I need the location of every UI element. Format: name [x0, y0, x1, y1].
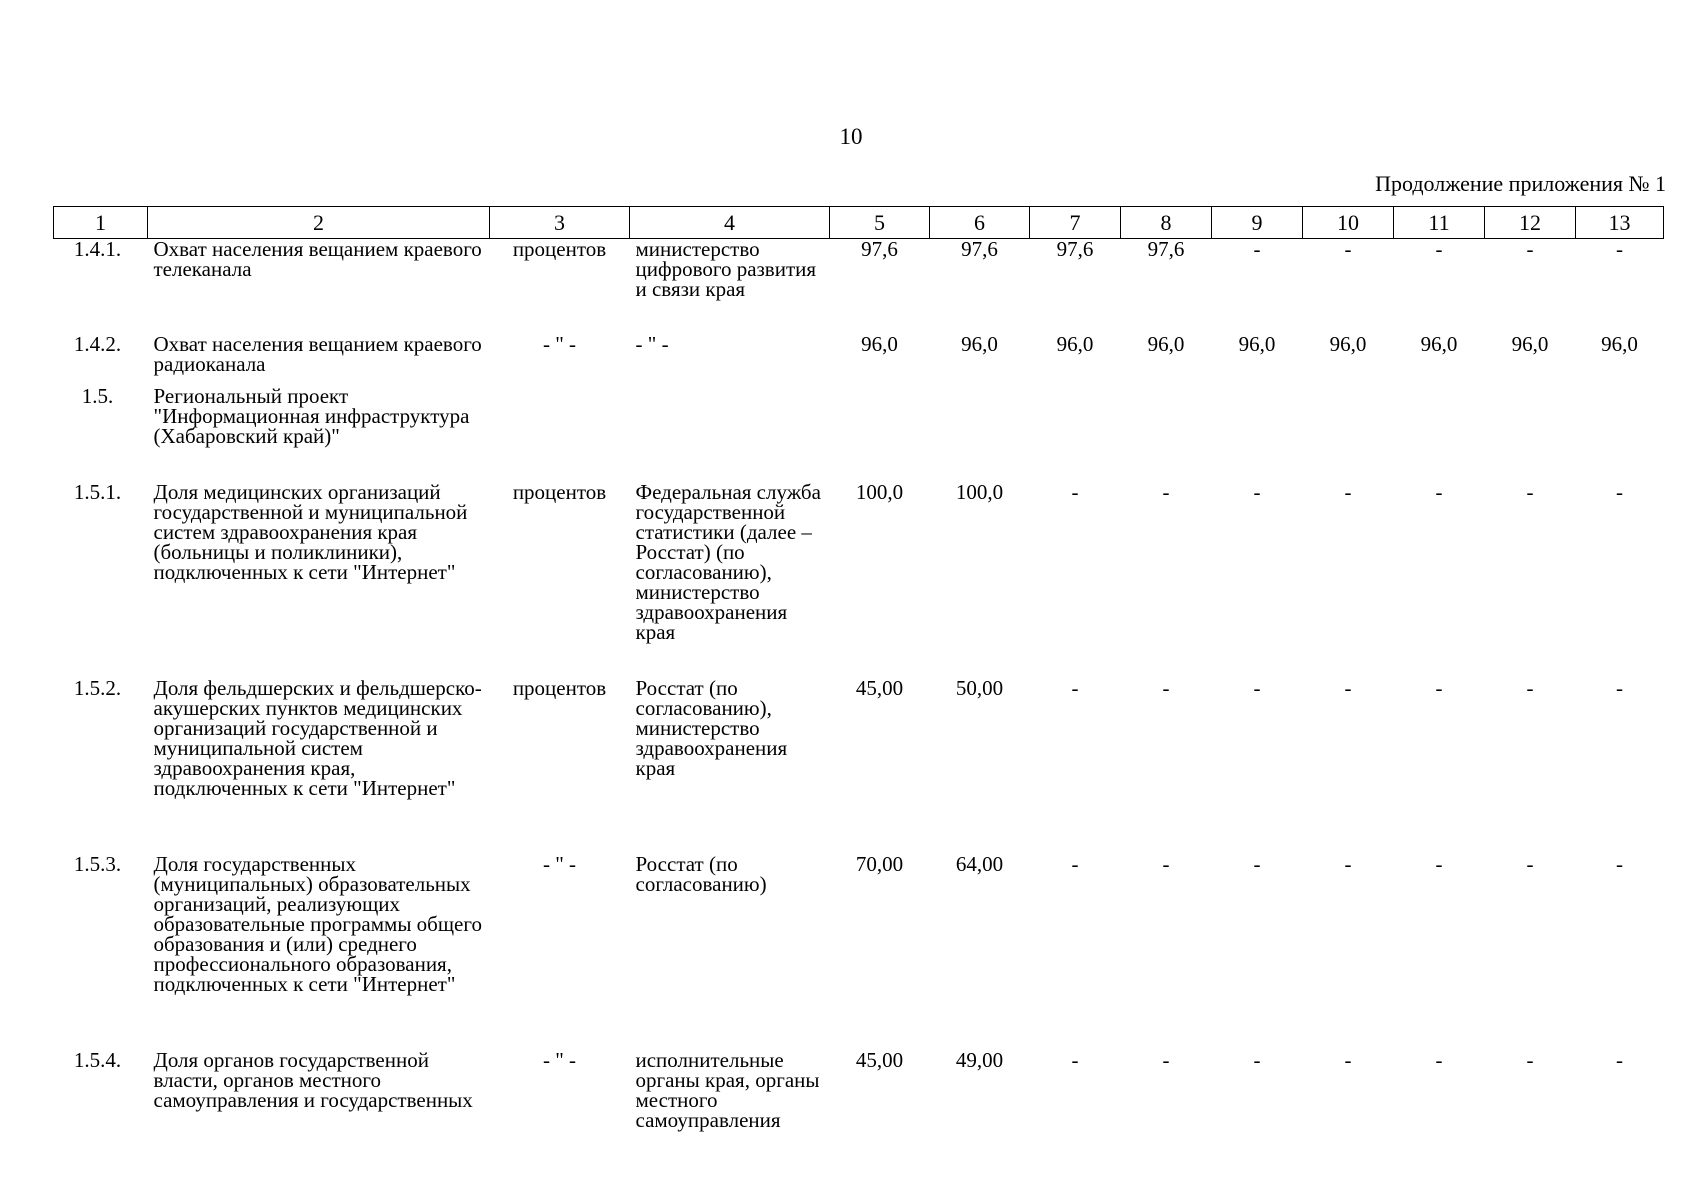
data-source: министерство цифрового развития и связи края	[635, 237, 817, 301]
indicator-value: -	[1253, 479, 1261, 504]
indicator-value: 96,0	[1420, 331, 1458, 356]
indicator-value: 96,0	[1238, 331, 1276, 356]
indicator-value: -	[1616, 237, 1623, 261]
table-header	[54, 207, 1664, 239]
indicator-value: -	[1616, 851, 1623, 876]
unit-of-measure: - " -	[542, 851, 577, 876]
indicators-table	[53, 206, 1664, 1140]
row-number: 1.5.	[81, 383, 114, 408]
indicator-value: -	[1071, 851, 1079, 876]
row-number: 1.5.2.	[73, 675, 122, 700]
indicator-value: -	[1435, 479, 1443, 504]
indicator-value: 97,6	[961, 237, 998, 261]
indicator-value: 49,00	[955, 1047, 1004, 1072]
indicator-value: -	[1344, 479, 1352, 504]
continuation-label: Продолжение приложения № 1	[1375, 171, 1666, 196]
indicator-value: -	[1162, 675, 1170, 700]
indicator-value: -	[1526, 675, 1534, 700]
row-number: 1.5.1.	[73, 479, 122, 504]
table-row	[54, 1050, 1664, 1140]
indicator-value: -	[1526, 1047, 1534, 1072]
unit-of-measure	[490, 386, 630, 482]
column-header: 6	[930, 207, 1030, 239]
indicator-value: -	[1344, 851, 1352, 876]
table-row	[54, 334, 1664, 386]
indicator-value: -	[1071, 479, 1079, 504]
column-header: 1	[54, 207, 148, 239]
indicator-name: Доля медицинских организаций государственной и муниципальной систем здравоохранения края (больницы и поликлиники), подключенных к сети "Интернет"	[153, 479, 468, 584]
column-header: 4	[630, 207, 830, 239]
column-header: 3	[490, 207, 630, 239]
indicator-value: -	[1616, 675, 1623, 700]
indicator-value: 96,0	[1147, 331, 1185, 356]
indicator-value: -	[1435, 675, 1443, 700]
table-row	[54, 239, 1664, 334]
unit-of-measure: процентов	[512, 675, 607, 700]
column-header: 9	[1212, 207, 1303, 239]
indicator-value: -	[1344, 1047, 1352, 1072]
column-header: 11	[1394, 207, 1485, 239]
indicator-value: -	[1344, 675, 1352, 700]
indicator-value	[1485, 386, 1576, 482]
data-source: Росстат (по согласованию), министерство здравоохранения края	[635, 675, 788, 780]
column-header: 5	[830, 207, 930, 239]
indicator-value: 45,00	[855, 1047, 904, 1072]
row-number: 1.5.3.	[73, 851, 122, 876]
indicator-value: -	[1435, 237, 1443, 261]
unit-of-measure: процентов	[512, 479, 607, 504]
indicator-value: 96,0	[1511, 331, 1549, 356]
column-header: 2	[148, 207, 490, 239]
indicator-value: -	[1253, 1047, 1261, 1072]
indicator-value: -	[1616, 479, 1623, 504]
indicator-name: Доля фельдшерских и фельдшерско-акушерских пунктов медицинских организаций государственной и муниципальной систем здравоохранения края, подключенных к сети "Интернет"	[153, 675, 482, 800]
indicator-value: 97,6	[861, 237, 898, 261]
indicator-value: -	[1162, 479, 1170, 504]
table-body	[54, 239, 1664, 1140]
data-source: - " -	[635, 331, 669, 356]
indicator-value: -	[1526, 479, 1534, 504]
indicator-value: 97,6	[1147, 237, 1185, 261]
column-header: 12	[1485, 207, 1576, 239]
indicator-value	[1121, 386, 1212, 482]
indicator-name: Доля органов государственной власти, органов местного самоуправления и государственных	[153, 1047, 473, 1112]
indicator-value: 64,00	[955, 851, 1004, 876]
row-number: 1.4.1.	[73, 237, 122, 261]
indicator-value: 97,6	[1056, 237, 1094, 261]
unit-of-measure: - " -	[542, 1047, 577, 1072]
data-source: Росстат (по согласованию)	[635, 851, 767, 896]
indicator-value: 50,00	[955, 675, 1004, 700]
indicator-value: -	[1344, 237, 1352, 261]
data-source: Федеральная служба государственной статистики (далее – Росстат) (по согласованию), министерство здравоохранения края	[635, 479, 821, 644]
indicator-value: -	[1616, 1047, 1623, 1072]
indicator-value: -	[1526, 851, 1534, 876]
unit-of-measure: процентов	[512, 237, 607, 261]
column-header: 13	[1576, 207, 1664, 239]
table-row	[54, 678, 1664, 854]
row-number: 1.4.2.	[73, 331, 122, 356]
indicator-value	[1394, 386, 1485, 482]
indicator-value: 45,00	[855, 675, 904, 700]
indicator-value: 96,0	[1601, 331, 1638, 356]
indicator-value: -	[1071, 675, 1079, 700]
unit-of-measure: - " -	[542, 331, 577, 356]
column-header: 8	[1121, 207, 1212, 239]
indicator-value: -	[1162, 1047, 1170, 1072]
indicator-value: -	[1253, 675, 1261, 700]
indicator-value: 96,0	[861, 331, 898, 356]
indicator-value	[1576, 386, 1664, 482]
page-number: 10	[839, 124, 863, 149]
indicator-value: -	[1435, 1047, 1443, 1072]
indicator-value	[930, 386, 1030, 482]
indicator-value: -	[1526, 237, 1534, 261]
indicator-value: 70,00	[855, 851, 904, 876]
indicator-value: -	[1253, 851, 1261, 876]
column-header: 10	[1303, 207, 1394, 239]
indicator-value: 96,0	[1056, 331, 1094, 356]
indicator-value: -	[1071, 1047, 1079, 1072]
data-source	[630, 386, 830, 482]
table-row	[54, 482, 1664, 678]
indicator-value: -	[1162, 851, 1170, 876]
indicator-name: Охват населения вещанием краевого радиоканала	[153, 331, 482, 376]
indicator-name: Региональный проект "Информационная инфраструктура (Хабаровский край)"	[153, 383, 470, 448]
indicator-name: Охват населения вещанием краевого телеканала	[153, 237, 482, 281]
indicator-value: -	[1435, 851, 1443, 876]
indicator-value: -	[1253, 237, 1261, 261]
table-row	[54, 854, 1664, 1050]
column-header: 7	[1030, 207, 1121, 239]
indicator-value	[1030, 386, 1121, 482]
indicator-value	[830, 386, 930, 482]
data-source: исполнительные органы края, органы местного самоуправления	[635, 1047, 820, 1132]
indicator-value: 96,0	[961, 331, 998, 356]
indicator-value: 100,0	[955, 479, 1004, 504]
indicator-value: 96,0	[1329, 331, 1367, 356]
indicator-name: Доля государственных (муниципальных) образовательных организаций, реализующих образовательные программы общего образования и (или) среднего профессионального образования, подключенных к сети "Интернет"	[153, 851, 482, 996]
indicator-value: 100,0	[855, 479, 904, 504]
row-number: 1.5.4.	[73, 1047, 122, 1072]
table-row	[54, 386, 1664, 482]
indicator-value	[1303, 386, 1394, 482]
indicator-value	[1212, 386, 1303, 482]
